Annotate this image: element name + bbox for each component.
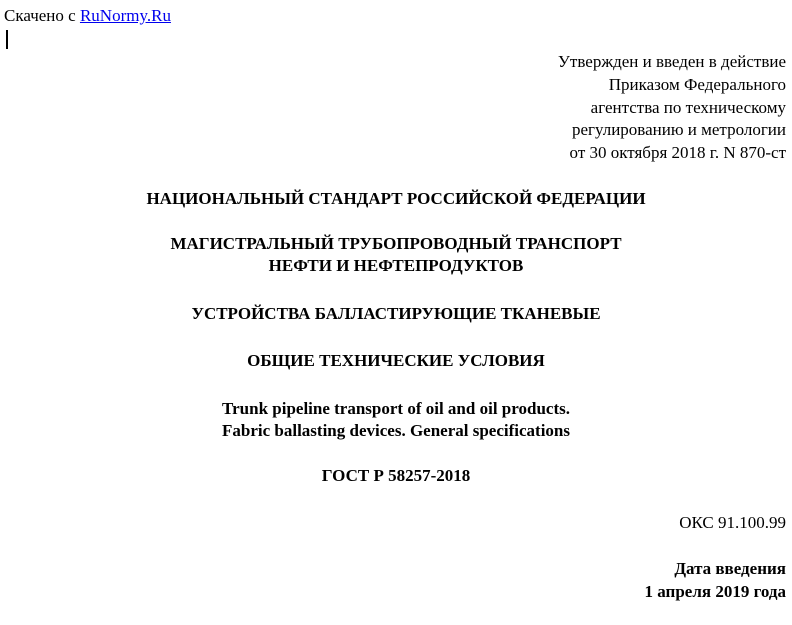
standard-title (0, 233, 792, 277)
intro-date-value: 1 апреля 2019 года (644, 582, 786, 601)
gost-number-text: ГОСТ Р 58257-2018 (321, 466, 471, 485)
approval-block (558, 51, 786, 165)
intro-date-block (645, 557, 786, 603)
english-title-line: Trunk pipeline transport of oil and oil products. (222, 399, 570, 418)
approval-line: агентства по техническому (590, 97, 786, 117)
gost-number (0, 465, 792, 487)
approval-line: регулированию и метрологии (571, 120, 786, 140)
approval-line: Приказом Федерального (608, 74, 786, 94)
source-line (4, 6, 171, 26)
approval-line: от 30 октября 2018 г. N 870-ст (569, 143, 786, 163)
source-link[interactable]: RuNormy.Ru (79, 6, 171, 25)
standard-title-line: МАГИСТРАЛЬНЫЙ ТРУБОПРОВОДНЫЙ ТРАНСПОРТ (170, 234, 622, 253)
standard-type-text: НАЦИОНАЛЬНЫЙ СТАНДАРТ РОССИЙСКОЙ ФЕДЕРАЦИИ (146, 189, 646, 208)
standard-spec (0, 350, 792, 372)
intro-date-label: Дата введения (674, 559, 786, 578)
english-title (0, 398, 792, 442)
standard-subtitle (0, 303, 792, 325)
text-cursor (6, 30, 8, 49)
standard-subtitle-text: УСТРОЙСТВА БАЛЛАСТИРУЮЩИЕ ТКАНЕВЫЕ (191, 304, 601, 323)
oks-code (679, 511, 786, 534)
english-title-line: Fabric ballasting devices. General specifications (222, 421, 570, 440)
source-prefix: Скачено с (4, 6, 80, 25)
standard-type (0, 188, 792, 210)
standard-spec-text: ОБЩИЕ ТЕХНИЧЕСКИЕ УСЛОВИЯ (247, 351, 545, 370)
standard-title-line: НЕФТИ И НЕФТЕПРОДУКТОВ (268, 256, 524, 275)
oks-code-text: ОКС 91.100.99 (679, 513, 786, 532)
approval-line: Утвержден и введен в действие (557, 52, 786, 71)
